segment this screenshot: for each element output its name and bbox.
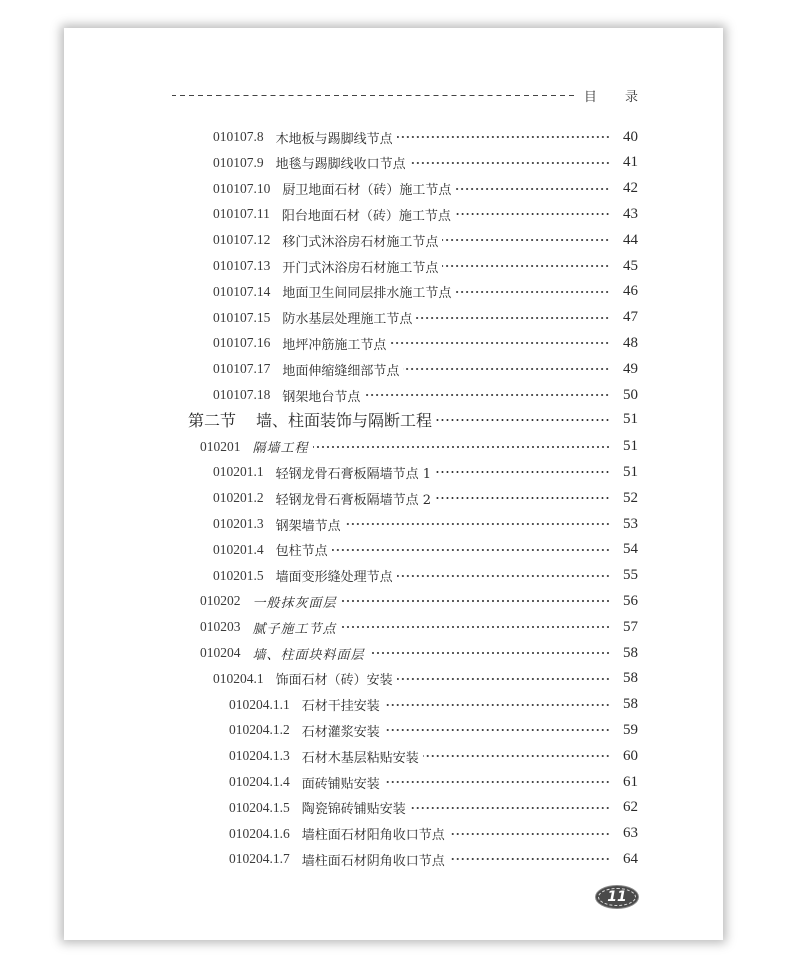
toc-entry-title: 隔墙工程: [252, 441, 309, 457]
toc-entry-page: 58: [623, 644, 638, 661]
toc-entry[interactable]: [213, 229, 638, 251]
toc-entry-code: 010201: [200, 438, 241, 454]
page-number-badge: [596, 886, 638, 908]
toc-entry-code: 010201.3: [213, 516, 264, 531]
toc-entry-code: 010107.18: [213, 387, 271, 402]
toc-entry-page: 53: [623, 515, 638, 532]
dot-leader: [455, 188, 610, 190]
dot-leader: [345, 523, 610, 525]
toc-entry-code: 第二节: [188, 411, 237, 431]
toc-entry-code: 010107.10: [213, 180, 271, 196]
dot-leader: [313, 446, 610, 448]
toc-entry[interactable]: [229, 797, 638, 819]
toc-entry[interactable]: [213, 461, 638, 483]
running-header: [172, 85, 650, 105]
toc-entry-page: 43: [623, 205, 638, 222]
toc-entry-page: 42: [623, 180, 638, 197]
dot-leader: [449, 858, 610, 860]
toc-entry-title: 包柱节点: [275, 544, 328, 560]
toc-entry-code: 010107.8: [213, 129, 264, 144]
toc-entry[interactable]: [213, 255, 638, 277]
toc-entry-title: 墙柱面石材阴角收口节点: [301, 853, 445, 869]
dot-leader: [397, 678, 610, 680]
toc-entry-page: 58: [623, 696, 638, 713]
toc-entry[interactable]: [188, 409, 638, 431]
toc-entry-code: 010107.14: [213, 283, 271, 299]
toc-entry[interactable]: [213, 152, 638, 174]
dot-leader: [341, 600, 610, 602]
toc-entry-code: 010204.1.1: [229, 696, 290, 712]
toc-entry-code: 010202: [200, 593, 241, 609]
dot-leader: [416, 317, 610, 319]
dot-leader: [442, 239, 610, 241]
toc-entry-code: 010201.2: [213, 490, 264, 506]
toc-entry[interactable]: [229, 771, 638, 793]
dot-leader: [435, 471, 610, 473]
toc-entry[interactable]: [229, 719, 638, 741]
toc-entry[interactable]: [213, 178, 638, 200]
toc-entry-title: 轻钢龙骨石膏板隔墙节点 2: [275, 492, 432, 508]
toc-entry-page: 57: [623, 618, 638, 635]
toc-entry-page: 51: [623, 438, 638, 455]
toc-entry-page: 46: [623, 283, 638, 300]
toc-entry-page: 49: [623, 360, 638, 377]
toc-entry-title: 地坪冲筋施工节点: [282, 337, 387, 353]
toc-entry[interactable]: [229, 694, 638, 716]
toc-entry-page: 50: [623, 386, 638, 403]
dot-leader: [435, 497, 610, 499]
toc-entry-title: 地面卫生间同层排水施工节点: [282, 286, 452, 302]
toc-entry-code: 010204.1.2: [229, 722, 290, 738]
toc-entry-title: 墙柱面石材阳角收口节点: [301, 828, 445, 844]
toc-entry[interactable]: [213, 513, 638, 535]
dot-leader: [384, 704, 610, 706]
dot-leader: [410, 807, 610, 809]
toc-entry-page: 55: [623, 567, 638, 584]
toc-entry[interactable]: [213, 565, 638, 587]
toc-entry-title: 石材灌浆安装: [301, 724, 380, 740]
toc-entry-code: 010204.1.6: [229, 825, 290, 841]
dot-leader: [390, 342, 610, 344]
toc-entry[interactable]: [229, 745, 638, 767]
toc-entry-code: 010107.17: [213, 361, 271, 377]
toc-entry-title: 钢架墙节点: [275, 518, 341, 534]
toc-entry-code: 010204.1.5: [229, 799, 290, 815]
toc-entry[interactable]: [213, 203, 638, 225]
toc-entry[interactable]: [213, 332, 638, 354]
toc-entry-page: 54: [623, 541, 638, 558]
toc-entry-page: 44: [623, 231, 638, 248]
toc-entry-title: 墙面变形缝处理节点: [275, 570, 393, 586]
dot-leader: [384, 781, 610, 783]
toc-entry-title: 墙、柱面块料面层: [252, 647, 365, 663]
toc-entry-page: 41: [623, 154, 638, 171]
toc-entry[interactable]: [229, 848, 638, 870]
toc-entry-code: 010201.4: [213, 541, 264, 557]
toc-entry-code: 010203: [200, 619, 241, 635]
toc-entry-code: 010201.5: [213, 567, 264, 583]
toc-entry-title: 陶瓷锦砖铺贴安装: [301, 802, 406, 818]
toc-entry-title: 地毯与踢脚线收口节点: [275, 157, 406, 173]
toc-entry-page: 48: [623, 334, 638, 351]
header-dashed-rule: [172, 95, 576, 96]
page-number: 11: [607, 889, 627, 905]
toc-entry-title: 轻钢龙骨石膏板隔墙节点 1: [275, 466, 432, 482]
toc-entry-code: 010107.13: [213, 258, 271, 273]
toc-entry-page: 58: [623, 670, 638, 687]
toc-entry[interactable]: [213, 668, 638, 690]
toc-entry-title: 阳台地面石材（砖）施工节点: [281, 208, 451, 224]
toc-entry[interactable]: [213, 126, 638, 148]
dot-leader: [364, 394, 610, 396]
toc-entry-title: 墙、柱面装饰与隔断工程: [256, 411, 433, 431]
dot-leader: [341, 626, 610, 628]
toc-entry-title: 厨卫地面石材（砖）施工节点: [282, 183, 452, 199]
toc-entry-title: 移门式沐浴房石材施工节点: [282, 234, 439, 250]
toc-entry-title: 饰面石材（砖）安装: [275, 673, 393, 689]
toc-entry-code: 010107.15: [213, 309, 271, 325]
toc-entry[interactable]: [213, 281, 638, 303]
dot-leader: [369, 652, 610, 654]
toc-entry-title: 一般抹灰面层: [252, 595, 337, 611]
toc-entry-page: 45: [623, 257, 638, 274]
toc-entry-page: 63: [623, 825, 638, 842]
toc-entry-code: 010107.12: [213, 232, 271, 248]
toc-entry-code: 010204.1.7: [229, 851, 290, 867]
toc-entry[interactable]: [200, 642, 638, 664]
toc-entry-page: 60: [623, 747, 638, 764]
toc-entry[interactable]: [200, 436, 638, 458]
toc-entry[interactable]: [213, 487, 638, 509]
toc-entry-title: 面砖铺贴安装: [301, 776, 380, 792]
toc-entry-code: 010204.1: [213, 670, 264, 686]
dot-leader: [455, 213, 610, 215]
toc-entry-page: 51: [623, 411, 638, 428]
header-title: 目 录: [583, 89, 650, 105]
toc-entry-code: 010201.1: [213, 464, 264, 480]
toc-entry[interactable]: [213, 384, 638, 406]
toc-entry-title: 防水基层处理施工节点: [282, 312, 413, 328]
toc-entry-title: 钢架地台节点: [282, 389, 361, 405]
toc-entry[interactable]: [200, 616, 638, 638]
toc-entry-code: 010107.9: [213, 154, 264, 170]
toc-entry-code: 010107.11: [213, 206, 270, 222]
toc-entry-page: 40: [623, 128, 638, 145]
toc-entry-page: 59: [623, 721, 638, 738]
toc-entry-title: 开门式沐浴房石材施工节点: [282, 260, 439, 276]
toc-entry-page: 51: [623, 463, 638, 480]
dot-leader: [442, 265, 610, 267]
toc-entry[interactable]: [213, 539, 638, 561]
toc-entry-title: 石材木基层粘贴安装: [301, 750, 419, 766]
toc-entry-title: 腻子施工节点: [252, 621, 337, 637]
dot-leader: [410, 162, 610, 164]
toc-entry[interactable]: [229, 823, 638, 845]
toc-entry[interactable]: [213, 307, 638, 329]
dot-leader: [332, 549, 610, 551]
toc-entry-page: 56: [623, 592, 638, 609]
dot-leader: [455, 291, 610, 293]
toc-entry-title: 木地板与踢脚线节点: [275, 131, 393, 147]
toc-entry-title: 石材干挂安装: [301, 699, 380, 715]
toc-entry-code: 010204.1.4: [229, 774, 290, 789]
toc-entry[interactable]: [213, 358, 638, 380]
toc-entry-code: 010204.1.3: [229, 748, 290, 764]
toc-entry-page: 64: [623, 850, 638, 867]
dot-leader: [449, 833, 610, 835]
toc-entry-title: 地面伸缩缝细部节点: [282, 363, 400, 379]
toc-entry-page: 61: [623, 773, 638, 790]
dot-leader: [423, 755, 610, 757]
dot-leader: [436, 419, 610, 421]
toc-entry-page: 62: [623, 799, 638, 816]
dot-leader: [397, 575, 610, 577]
toc-entry-page: 52: [623, 489, 638, 506]
toc-entry-code: 010204: [200, 645, 241, 660]
dot-leader: [384, 729, 610, 731]
toc-entry-code: 010107.16: [213, 335, 271, 351]
toc-entry-page: 47: [623, 309, 638, 326]
dot-leader: [397, 136, 610, 138]
dot-leader: [403, 368, 610, 370]
toc-entry[interactable]: [200, 590, 638, 612]
